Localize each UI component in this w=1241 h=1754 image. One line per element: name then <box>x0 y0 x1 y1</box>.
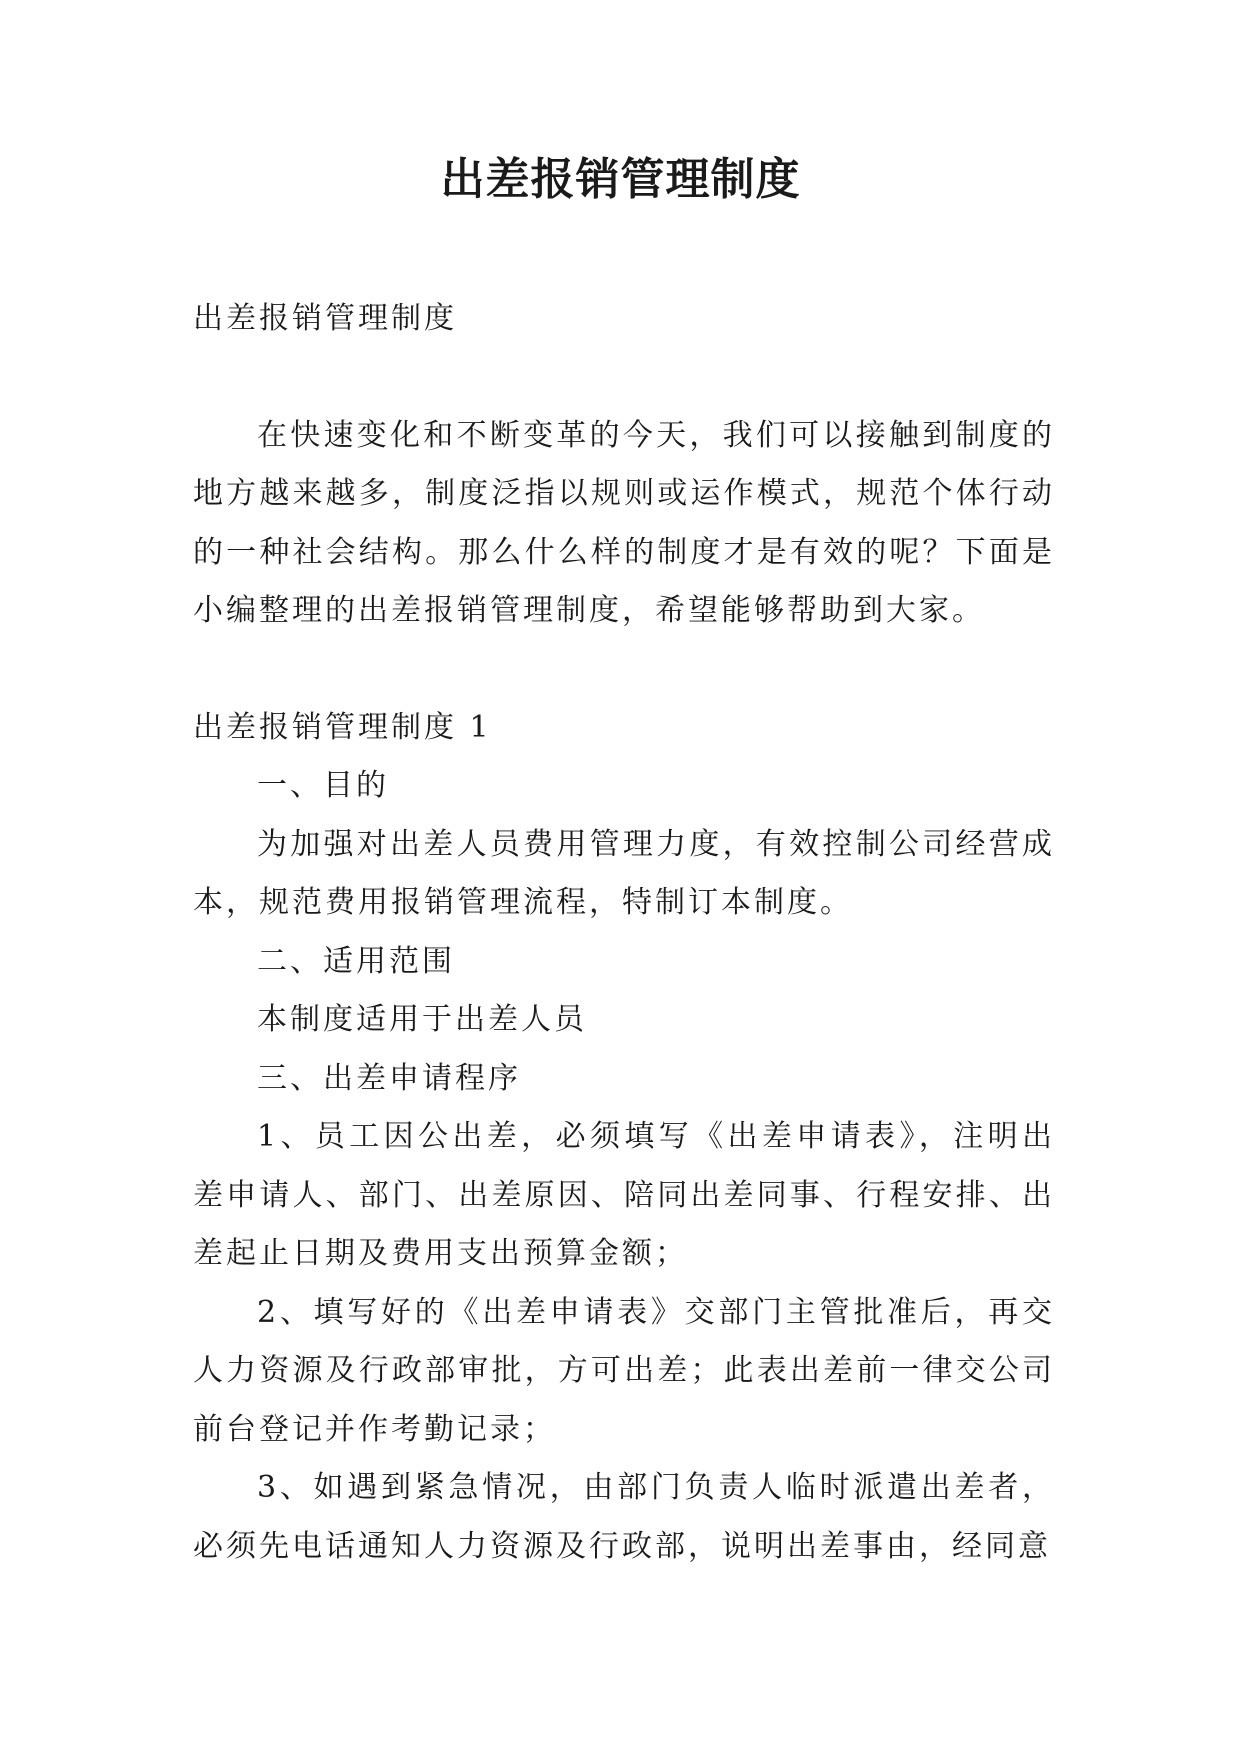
procedure-item-3: 3、如遇到紧急情况，由部门负责人临时派遣出差者，必须先电话通知人力资源及行政部，说明出差事由，经同意 <box>193 1470 1055 1564</box>
document-title: 出差报销管理制度 <box>440 154 801 205</box>
intro-paragraph: 在快速变化和不断变革的今天，我们可以接触到制度的地方越来越多，制度泛指以规则或运作模式，规范个体行动的一种社会结构。那么什么样的制度才是有效的呢？下面是小编整理的出差报销管理制度，希望能够帮助到大家。 <box>193 417 1055 628</box>
procedure-item-2: 2、填写好的《出差申请表》交部门主管批准后，再交人力资源及行政部审批，方可出差；此表出差前一律交公司前台登记并作考勤记录； <box>193 1294 1055 1447</box>
clause-scope-text: 本制度适用于出差人员 <box>257 1002 587 1037</box>
clause-heading-procedure: 三、出差申请程序 <box>257 1060 521 1096</box>
section-heading: 出差报销管理制度 1 <box>193 709 492 745</box>
document-body <box>193 290 1055 1576</box>
clause-heading-scope: 二、适用范围 <box>257 943 455 979</box>
subtitle: 出差报销管理制度 <box>193 301 457 336</box>
procedure-item-1: 1、员工因公出差，必须填写《出差申请表》，注明出差申请人、部门、出差原因、陪同出差同事、行程安排、出差起止日期及费用支出预算金额； <box>193 1119 1055 1271</box>
clause-heading-purpose: 一、目的 <box>257 768 389 803</box>
clause-purpose-text: 为加强对出差人员费用管理力度，有效控制公司经营成本，规范费用报销管理流程，特制订本制度。 <box>193 826 1055 920</box>
